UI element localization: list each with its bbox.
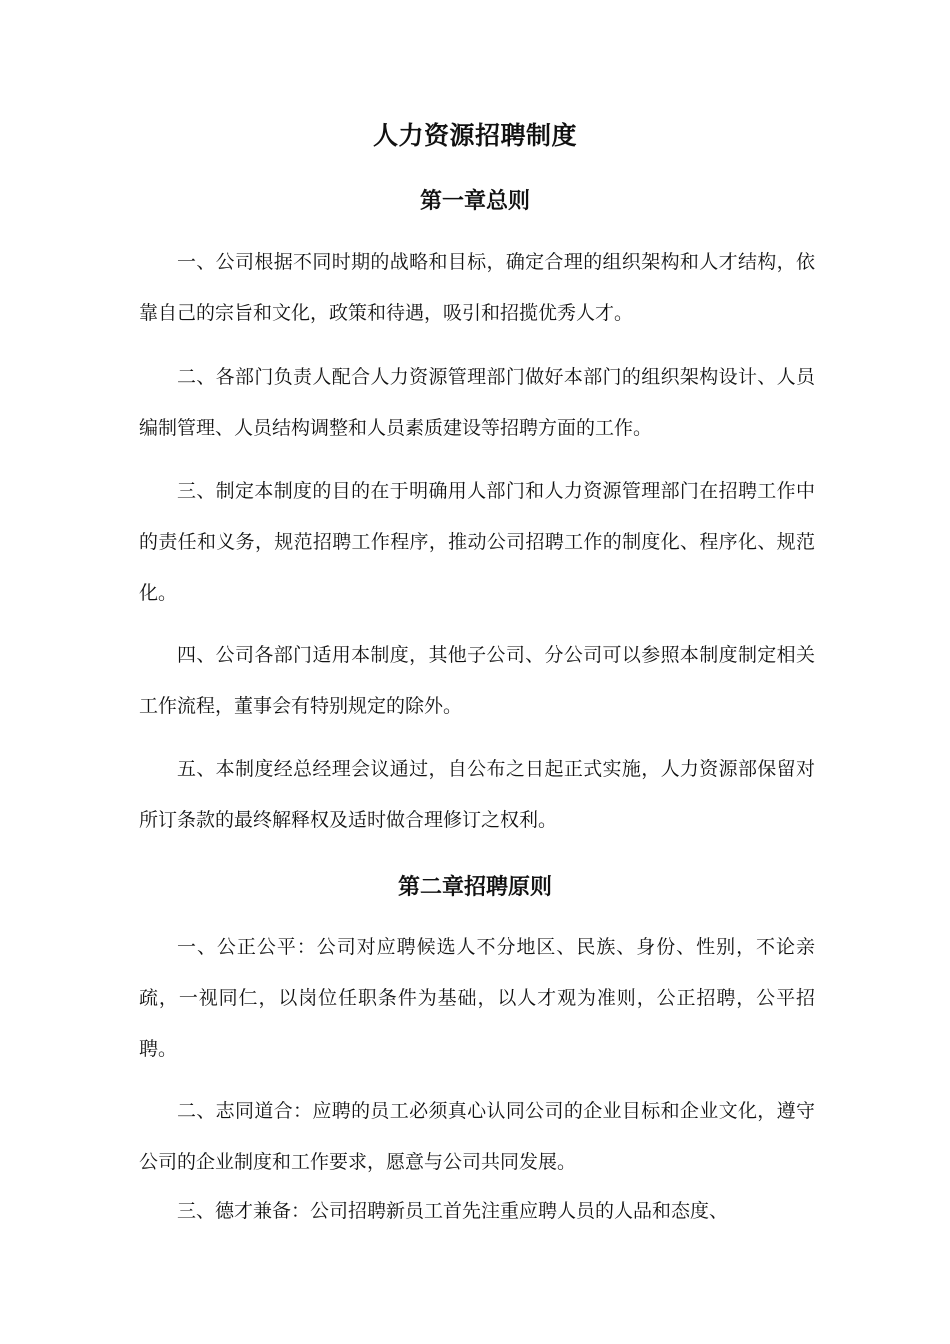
chapter-1-paragraph-2: 二、各部门负责人配合人力资源管理部门做好本部门的组织架构设计、人员编制管理、人员结构调整和人员素质建设等招聘方面的工作。 bbox=[139, 366, 815, 439]
document-title: 人力资源招聘制度 bbox=[372, 121, 577, 150]
chapter-1-paragraph-5: 五、本制度经总经理会议通过，自公布之日起正式实施，人力资源部保留对所订条款的最终解释权及适时做合理修订之权利。 bbox=[139, 758, 815, 831]
chapter-2-paragraph-3: 三、德才兼备：公司招聘新员工首先注重应聘人员的人品和态度、 bbox=[177, 1200, 729, 1222]
chapter-2-paragraph-1: 一、公正公平：公司对应聘候选人不分地区、民族、身份、性别，不论亲疏，一视同仁，以岗位任职条件为基础，以人才观为准则，公正招聘，公平招聘。 bbox=[139, 936, 815, 1060]
chapter-1-paragraph-1: 一、公司根据不同时期的战略和目标，确定合理的组织架构和人才结构，依靠自己的宗旨和文化，政策和待遇，吸引和招揽优秀人才。 bbox=[139, 251, 815, 324]
chapter-2-heading: 第二章招聘原则 bbox=[397, 875, 552, 900]
chapter-2-paragraph-2: 二、志同道合：应聘的员工必须真心认同公司的企业目标和企业文化，遵守公司的企业制度和工作要求，愿意与公司共同发展。 bbox=[139, 1100, 815, 1173]
chapter-1-heading: 第一章总则 bbox=[419, 189, 530, 214]
chapter-1-paragraph-3: 三、制定本制度的目的在于明确用人部门和人力资源管理部门在招聘工作中的责任和义务，规范招聘工作程序，推动公司招聘工作的制度化、程序化、规范化。 bbox=[139, 480, 815, 604]
chapter-1-paragraph-4: 四、公司各部门适用本制度，其他子公司、分公司可以参照本制度制定相关工作流程，董事会有特别规定的除外。 bbox=[139, 644, 815, 717]
